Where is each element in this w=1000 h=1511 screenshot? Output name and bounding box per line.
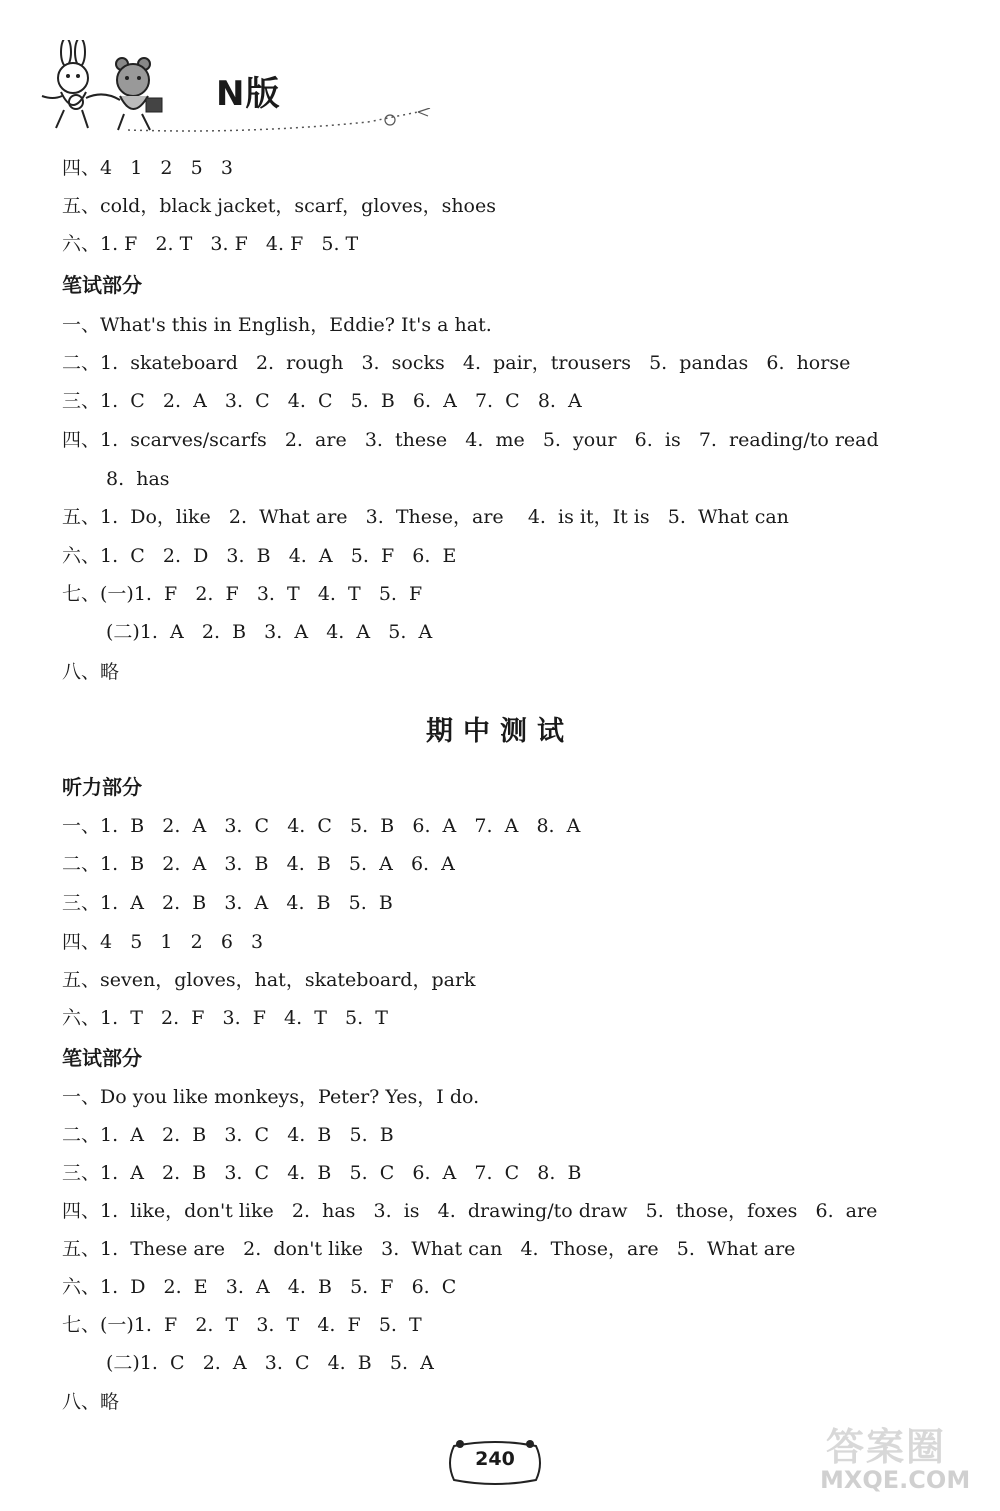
answer-line: (二)1. A 2. B 3. A 4. A 5. A	[106, 621, 433, 643]
section-heading-listening: 听力部分	[62, 775, 142, 799]
answer-line: 五、1. Do，like 2. What are 3. These，are 4. is it，It is 5. What can	[62, 506, 789, 528]
answer-line: 七、(一)1. F 2. T 3. T 4. F 5. T	[62, 1314, 422, 1336]
answer-line: 四、4 5 1 2 6 3	[62, 931, 264, 953]
page-number-badge	[440, 1436, 550, 1490]
answer-line: 三、1. C 2. A 3. C 4. C 5. B 6. A 7. C 8. A	[62, 390, 582, 412]
answer-line: 二、1. A 2. B 3. C 4. B 5. B	[62, 1124, 394, 1146]
answer-line: 六、1. T 2. F 3. F 4. T 5. T	[62, 1007, 388, 1029]
answer-line: 六、1. F 2. T 3. F 4. F 5. T	[62, 233, 359, 255]
midterm-title: 期中测试	[426, 716, 574, 747]
page-number: 240	[475, 1448, 515, 1470]
answer-line: 一、1. B 2. A 3. C 4. C 5. B 6. A 7. A 8. A	[62, 815, 581, 837]
answer-line: 六、1. C 2. D 3. B 4. A 5. F 6. E	[62, 545, 457, 567]
answer-line: 七、(一)1. F 2. F 3. T 4. T 5. F	[62, 583, 423, 605]
edition-label: N版	[216, 74, 281, 114]
answer-line: 三、1. A 2. B 3. A 4. B 5. B	[62, 892, 393, 914]
answer-line: 一、Do you like monkeys，Peter? Yes，I do.	[62, 1086, 480, 1108]
answer-line: 四、1. scarves/scarfs 2. are 3. these 4. me 5. your 6. is 7. reading/to read	[62, 429, 879, 451]
watermark	[820, 1410, 990, 1505]
answer-line: 八、略	[62, 661, 120, 683]
section-heading-written: 笔试部分	[62, 1046, 142, 1070]
answer-line: 五、seven，gloves，hat，skateboard，park	[62, 969, 476, 991]
watermark-domain: MXQE.COM	[820, 1466, 971, 1494]
page-header	[28, 40, 448, 140]
answer-line: 八、略	[62, 1391, 120, 1413]
answer-line: 四、1. like，don't like 2. has 3. is 4. drawing/to draw 5. those，foxes 6. are	[62, 1200, 878, 1222]
answer-line: 三、1. A 2. B 3. C 4. B 5. C 6. A 7. C 8. B	[62, 1162, 582, 1184]
answer-line: 8. has	[106, 468, 170, 490]
answer-line: 五、1. These are 2. don't like 3. What can 4. Those，are 5. What are	[62, 1238, 796, 1260]
answer-line: 一、What's this in English，Eddie? It's a hat.	[62, 314, 492, 336]
answer-line: 六、1. D 2. E 3. A 4. B 5. F 6. C	[62, 1276, 457, 1298]
watermark-logo-text: 答案圈	[826, 1425, 947, 1469]
answer-line: 二、1. skateboard 2. rough 3. socks 4. pair，trousers 5. pandas 6. horse	[62, 352, 851, 374]
dotted-trail-decoration	[128, 108, 448, 136]
answer-line: 四、4 1 2 5 3	[62, 157, 233, 179]
answer-line: 二、1. B 2. A 3. B 4. B 5. A 6. A	[62, 853, 455, 875]
section-heading-written: 笔试部分	[62, 273, 142, 297]
answer-line: (二)1. C 2. A 3. C 4. B 5. A	[106, 1352, 434, 1374]
answer-line: 五、cold，black jacket，scarf，gloves，shoes	[62, 195, 496, 217]
